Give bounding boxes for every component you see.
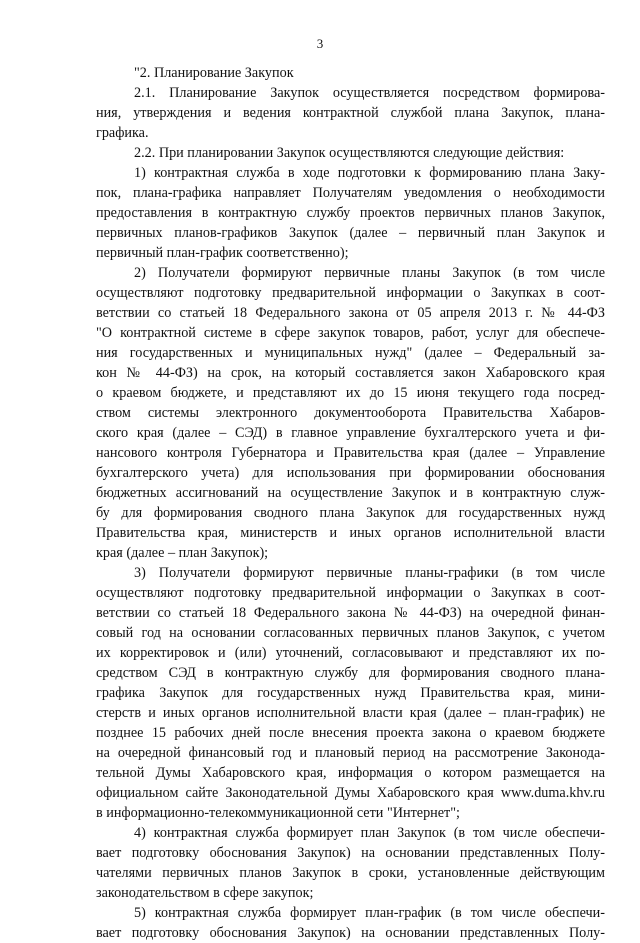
text-line: позднее 15 рабочих дней после внесения проекта закона о краевом бюджете xyxy=(96,725,605,741)
text-line: тельной Думы Хабаровского края, информация о котором размещается на xyxy=(96,765,605,781)
text-line: официальном сайте Законодательной Думы Хабаровского края www.duma.khv.ru xyxy=(96,785,605,801)
text-line: первичный план-график соответственно); xyxy=(96,245,349,261)
text-line: 3) Получатели формируют первичные планы-графики (в том числе xyxy=(134,565,605,581)
text-line: края (далее – план Закупок); xyxy=(96,545,269,561)
text-line: 5) контрактная служба формирует план-график (в том числе обеспечи- xyxy=(134,905,605,921)
text-line: ния государственных и муниципальных нужд" (далее – Федеральный за- xyxy=(96,345,605,361)
text-line: бухгалтерского учета) для использования при формировании обоснования xyxy=(96,465,605,481)
text-line: на очередной финансовый год и плановый период на рассмотрение Законода- xyxy=(96,745,605,761)
text-line: ния, утверждения и ведения контрактной службой плана Закупок, плана- xyxy=(96,105,605,121)
text-line: графика Закупок для государственных нужд Правительства края, мини- xyxy=(96,685,605,701)
text-line: совый год на основании согласованных первичных планов Закупок, с учетом xyxy=(96,625,605,641)
text-line: "О контрактной системе в сфере закупок товаров, работ, услуг для обеспече- xyxy=(96,325,605,341)
text-line: первичных планов-графиков Закупок (далее – первичный план Закупок и xyxy=(96,225,605,241)
text-line: их корректировок и (или) уточнений, согласовывают и представляют их по- xyxy=(96,645,605,661)
text-line: ветствии со статьей 18 Федерального закона от 05 апреля 2013 г. № 44-ФЗ xyxy=(96,305,605,321)
page-number: 3 xyxy=(316,36,324,51)
text-line: чателями первичных планов Закупок в сроки, установленные действующим xyxy=(96,865,605,881)
text-line: осуществляют подготовку предварительной информации о Закупках в соот- xyxy=(96,585,605,601)
text-line: в информационно-телекоммуникационной сети "Интернет"; xyxy=(96,805,460,821)
text-line: ского края (далее – СЭД) в главное управление бухгалтерского учета и фи- xyxy=(96,425,605,441)
text-line: 2) Получатели формируют первичные планы Закупок (в том числе xyxy=(134,265,605,281)
text-line: бу для формирования сводного плана Закупок для государственных нужд xyxy=(96,505,605,521)
text-line: бюджетных ассигнований на осуществление Закупок и в контрактную служ- xyxy=(96,485,605,501)
text-line: осуществляют подготовку предварительной информации о Закупках в соот- xyxy=(96,285,605,301)
text-line: пок, плана-графика направляет Получателям уведомления о необходимости xyxy=(96,185,605,201)
text-line: ветствии со статьей 18 Федерального закона № 44-ФЗ) на очередной финан- xyxy=(96,605,605,621)
text-line: 2.1. Планирование Закупок осуществляется посредством формирова- xyxy=(134,85,605,101)
text-line: 2.2. При планировании Закупок осуществляются следующие действия: xyxy=(134,145,565,161)
text-line: "2. Планирование Закупок xyxy=(134,65,294,81)
text-line: ством системы электронного документооборота Правительства Хабаров- xyxy=(96,405,605,421)
text-line: графика. xyxy=(96,125,149,141)
text-line: вает подготовку обоснования Закупок) на основании представленных Полу- xyxy=(96,925,605,941)
text-line: законодательством в сфере закупок; xyxy=(96,885,314,901)
text-line: 1) контрактная служба в ходе подготовки к формированию плана Заку- xyxy=(134,165,605,181)
text-line: нансового контроля Губернатора и Правительства края (далее – Управление xyxy=(96,445,605,461)
text-line: предоставления в контрактную службу проектов первичных планов Закупок, xyxy=(96,205,605,221)
text-line: вает подготовку обоснования Закупок) на основании представленных Полу- xyxy=(96,845,605,861)
text-line: Правительства края, министерств и иных органов исполнительной власти xyxy=(96,525,605,541)
text-line: стерств и иных органов исполнительной власти края (далее – план-график) не xyxy=(96,705,605,721)
text-line: о краевом бюджете, и представляют их до 15 июня текущего года посред- xyxy=(96,385,605,401)
text-line: 4) контрактная служба формирует план Закупок (в том числе обеспечи- xyxy=(134,825,605,841)
document-body xyxy=(96,63,605,943)
text-line: кон № 44-ФЗ) на срок, на который составляется закон Хабаровского края xyxy=(96,365,605,381)
text-line: средством СЭД в контрактную службу для формирования сводного плана- xyxy=(96,665,605,681)
